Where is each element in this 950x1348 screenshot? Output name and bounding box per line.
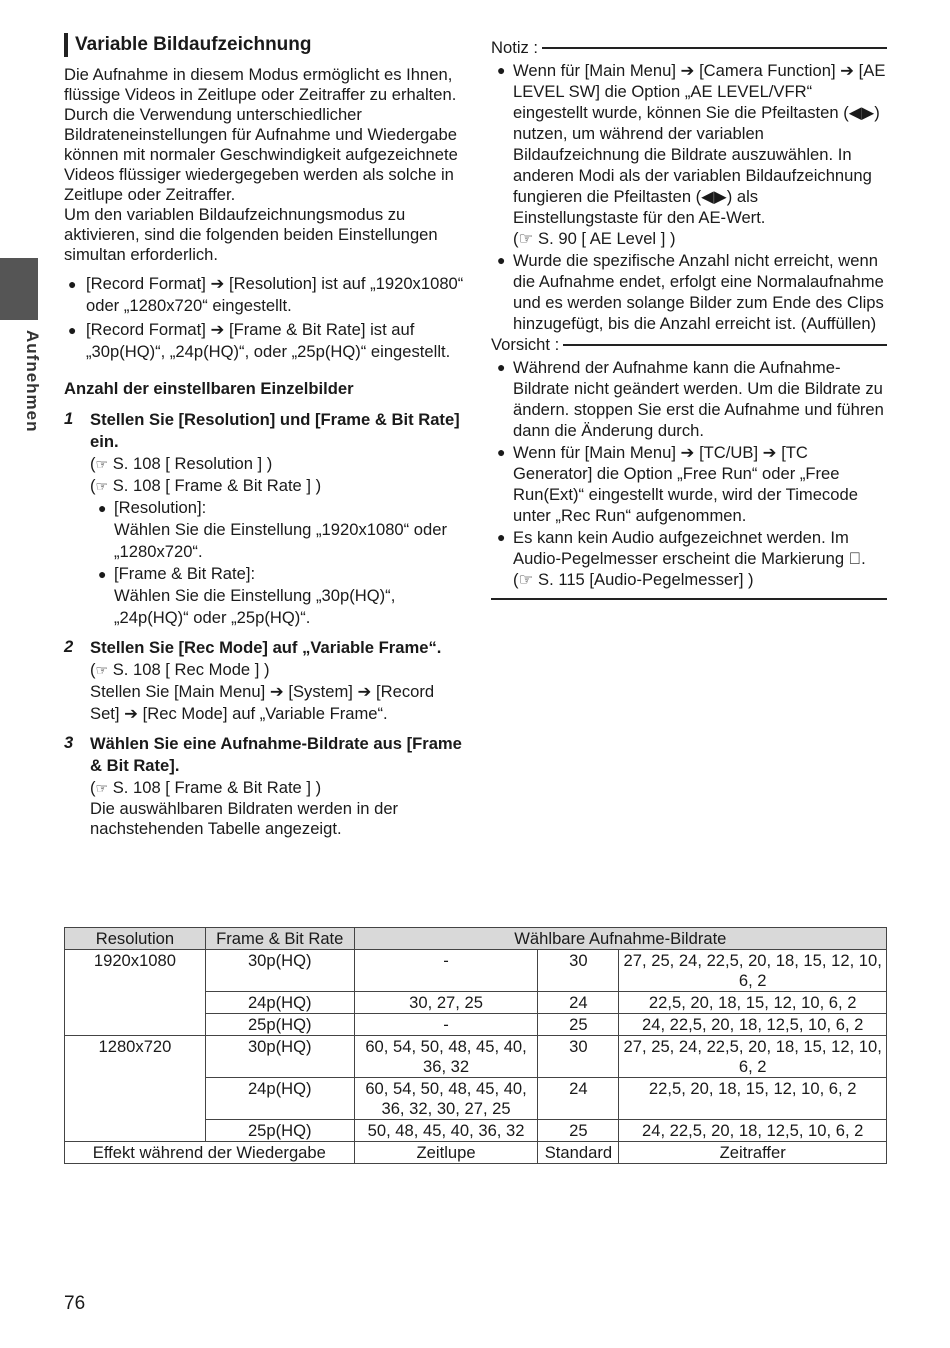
chapter-tab-marker: [0, 258, 38, 320]
pointing-hand-icon: ☞: [95, 478, 109, 494]
table-cell: -: [354, 1014, 538, 1036]
table-cell: 24, 22,5, 20, 18, 12,5, 10, 6, 2: [619, 1014, 887, 1036]
table-cell: 24p(HQ): [205, 1078, 354, 1120]
table-cell: 24, 22,5, 20, 18, 12,5, 10, 6, 2: [619, 1120, 887, 1142]
table-cell: 25p(HQ): [205, 1014, 354, 1036]
table-cell: 1280x720: [65, 1036, 206, 1142]
section-title: Variable Bildaufzeichnung: [64, 33, 464, 57]
step-3: [64, 733, 464, 839]
divider: [563, 344, 887, 346]
list-item: ● [Resolution]: Wählen Sie die Einstellung „1920x1080“ oder „1280x720“.: [98, 498, 448, 561]
table-cell: 27, 25, 24, 22,5, 20, 18, 15, 12, 10, 6, 2: [619, 1036, 887, 1078]
requirement-list: [64, 273, 464, 363]
list-item: ● [Record Format] ➔ [Frame & Bit Rate] ist auf „30p(HQ)“, „24p(HQ)“, oder „25p(HQ)“ eingestellt.: [68, 320, 451, 361]
pointing-hand-icon: ☞: [95, 662, 109, 678]
table-cell: 50, 48, 45, 40, 36, 32: [354, 1120, 538, 1142]
page-number: 76: [64, 1293, 86, 1314]
left-column: [64, 33, 464, 847]
step-title: Wählen Sie eine Aufnahme-Bildrate aus [Frame & Bit Rate].: [90, 734, 462, 775]
chapter-tab-label: Aufnehmen: [23, 330, 42, 433]
table-header-row: [65, 928, 887, 950]
table-cell: 1920x1080: [65, 950, 206, 1036]
bullet-icon: ●: [497, 252, 506, 268]
table-cell: 24p(HQ): [205, 992, 354, 1014]
bullet-icon: ●: [98, 500, 107, 516]
table-cell: 30: [538, 950, 619, 992]
caution-header: Vorsicht :: [491, 335, 887, 355]
table-cell: Effekt während der Wiedergabe: [65, 1142, 355, 1164]
table-cell: 30: [538, 1036, 619, 1078]
column-header: Wählbare Aufnahme-Bildrate: [354, 928, 886, 950]
table-cell: 22,5, 20, 18, 15, 12, 10, 6, 2: [619, 1078, 887, 1120]
table-cell: 25: [538, 1120, 619, 1142]
pointing-hand-icon: ☞: [95, 780, 109, 796]
page-reference[interactable]: (☞ S. 108 [ Resolution ] ): [90, 454, 273, 473]
intro-paragraph: Durch die Verwendung unterschiedlicher Bildrateneinstellungen für Aufnahme und Wiedergabe können mit normaler Geschwindigkeit aufgezeichnete Videos flüssiger wiedergegeben werden als solche in Zeitlupe oder Zeitraffer.: [64, 105, 458, 204]
column-header: Frame & Bit Rate: [205, 928, 354, 950]
bullet-icon: ●: [497, 62, 506, 78]
frame-rate-table: [64, 927, 887, 1164]
step-2: [64, 637, 464, 725]
table-cell: 24: [538, 992, 619, 1014]
table-row: [65, 950, 887, 992]
pointing-hand-icon: ☞: [95, 456, 109, 472]
list-item: ● Es kann kein Audio aufgezeichnet werden. Im Audio-Pegelmesser erscheint die Markierung ⃠. (☞ S. 115 [Audio-Pegelmesser] ): [491, 527, 887, 590]
bullet-icon: ●: [497, 529, 506, 545]
step-title: Stellen Sie [Resolution] und [Frame & Bit Rate] ein.: [90, 410, 460, 451]
table-cell: 24: [538, 1078, 619, 1120]
divider: [542, 47, 887, 49]
list-item: ● Wurde die spezifische Anzahl nicht erreicht, wenn die Aufnahme endet, erfolgt eine Normalaufnahme und es werden solange Bilder zum Ende des Clips hinzugefügt, bis die Anzahl erreicht ist. (Auffüllen): [497, 251, 884, 333]
table-cell: 30, 27, 25: [354, 992, 538, 1014]
table-cell: 25p(HQ): [205, 1120, 354, 1142]
list-item: ● Wenn für [Main Menu] ➔ [Camera Function] ➔ [AE LEVEL SW] die Option „AE LEVEL/VFR“ eingestellt wurde, können Sie die Pfeiltasten (◀▶) nutzen, um während der variablen Bildaufzeichnung die Bildrate auszuwählen. In anderen Modi als der variablen Bildaufzeichnung fungieren die Pfeiltasten (◀▶) als Einstellungstaste für den AE-Wert. (☞ S. 90 [ AE Level ] ): [497, 61, 886, 248]
table-cell: Zeitraffer: [619, 1142, 887, 1164]
table-cell: 60, 54, 50, 48, 45, 40, 36, 32: [354, 1036, 538, 1078]
table-cell: -: [354, 950, 538, 992]
table-cell: Zeitlupe: [354, 1142, 538, 1164]
page-reference[interactable]: (☞ S. 108 [ Rec Mode ] ): [90, 660, 270, 679]
list-item: ● [Frame & Bit Rate]: Wählen Sie die Einstellung „30p(HQ)“, „24p(HQ)“ oder „25p(HQ)“.: [98, 564, 396, 627]
step-text: Stellen Sie [Main Menu] ➔ [System] ➔ [Record Set] ➔ [Rec Mode] auf „Variable Frame“.: [90, 682, 435, 723]
step-text: Die auswählbaren Bildraten werden in der nachstehenden Tabelle angezeigt.: [90, 799, 399, 838]
divider: [491, 598, 887, 600]
intro-paragraph: Die Aufnahme in diesem Modus ermöglicht es Ihnen, flüssige Videos in Zeitlupe oder Zeitraffer zu erhalten.: [64, 65, 457, 104]
step-number: 2: [64, 637, 74, 656]
step-title: Stellen Sie [Rec Mode] auf „Variable Frame“.: [90, 638, 442, 657]
note-header: Notiz :: [491, 38, 887, 58]
table-cell: 25: [538, 1014, 619, 1036]
table-cell: Standard: [538, 1142, 619, 1164]
bullet-icon: ●: [68, 322, 77, 338]
bullet-icon: ●: [68, 276, 77, 292]
pointing-hand-icon: ☞: [518, 229, 534, 248]
bullet-icon: ●: [497, 444, 506, 460]
bullet-icon: ●: [98, 566, 107, 582]
right-column: [491, 38, 887, 600]
column-header: Resolution: [65, 928, 206, 950]
table-row: [65, 1036, 887, 1078]
table-cell: 60, 54, 50, 48, 45, 40, 36, 32, 30, 27, 25: [354, 1078, 538, 1120]
page-reference[interactable]: (☞ S. 108 [ Frame & Bit Rate ] ): [90, 778, 322, 797]
table-cell: 30p(HQ): [205, 950, 354, 992]
step-number: 3: [64, 733, 74, 752]
page-reference[interactable]: (☞ S. 90 [ AE Level ] ): [513, 229, 676, 248]
list-item: ● [Record Format] ➔ [Resolution] ist auf „1920x1080“ oder „1280x720“ eingestellt.: [68, 274, 464, 315]
list-item: ● Während der Aufnahme kann die Aufnahme-Bildrate nicht geändert werden. Um die Bildrate zu ändern. stoppen Sie erst die Aufnahme und führen dann die Änderung durch.: [497, 358, 884, 440]
bullet-icon: ●: [497, 359, 506, 375]
table-cell: 30p(HQ): [205, 1036, 354, 1078]
page-reference[interactable]: (☞ S. 115 [Audio-Pegelmesser] ): [513, 570, 754, 589]
step-1: [64, 409, 464, 629]
list-item: ● Wenn für [Main Menu] ➔ [TC/UB] ➔ [TC Generator] die Option „Free Run“ oder „Free Run(Ext)“ eingestellt wurde, wird der Timecode unter „Rec Run“ aufgenommen.: [497, 443, 858, 525]
table-cell: 27, 25, 24, 22,5, 20, 18, 15, 12, 10, 6, 2: [619, 950, 887, 992]
table-footer-row: [65, 1142, 887, 1164]
intro-paragraph: Um den variablen Bildaufzeichnungsmodus zu aktivieren, sind die folgenden beiden Einstellungen simultan erforderlich.: [64, 205, 438, 264]
table-cell: 22,5, 20, 18, 15, 12, 10, 6, 2: [619, 992, 887, 1014]
page-reference[interactable]: (☞ S. 108 [ Frame & Bit Rate ] ): [90, 476, 322, 495]
subheading: Anzahl der einstellbaren Einzelbilder: [64, 379, 354, 398]
pointing-hand-icon: ☞: [518, 570, 534, 589]
step-number: 1: [64, 409, 74, 428]
